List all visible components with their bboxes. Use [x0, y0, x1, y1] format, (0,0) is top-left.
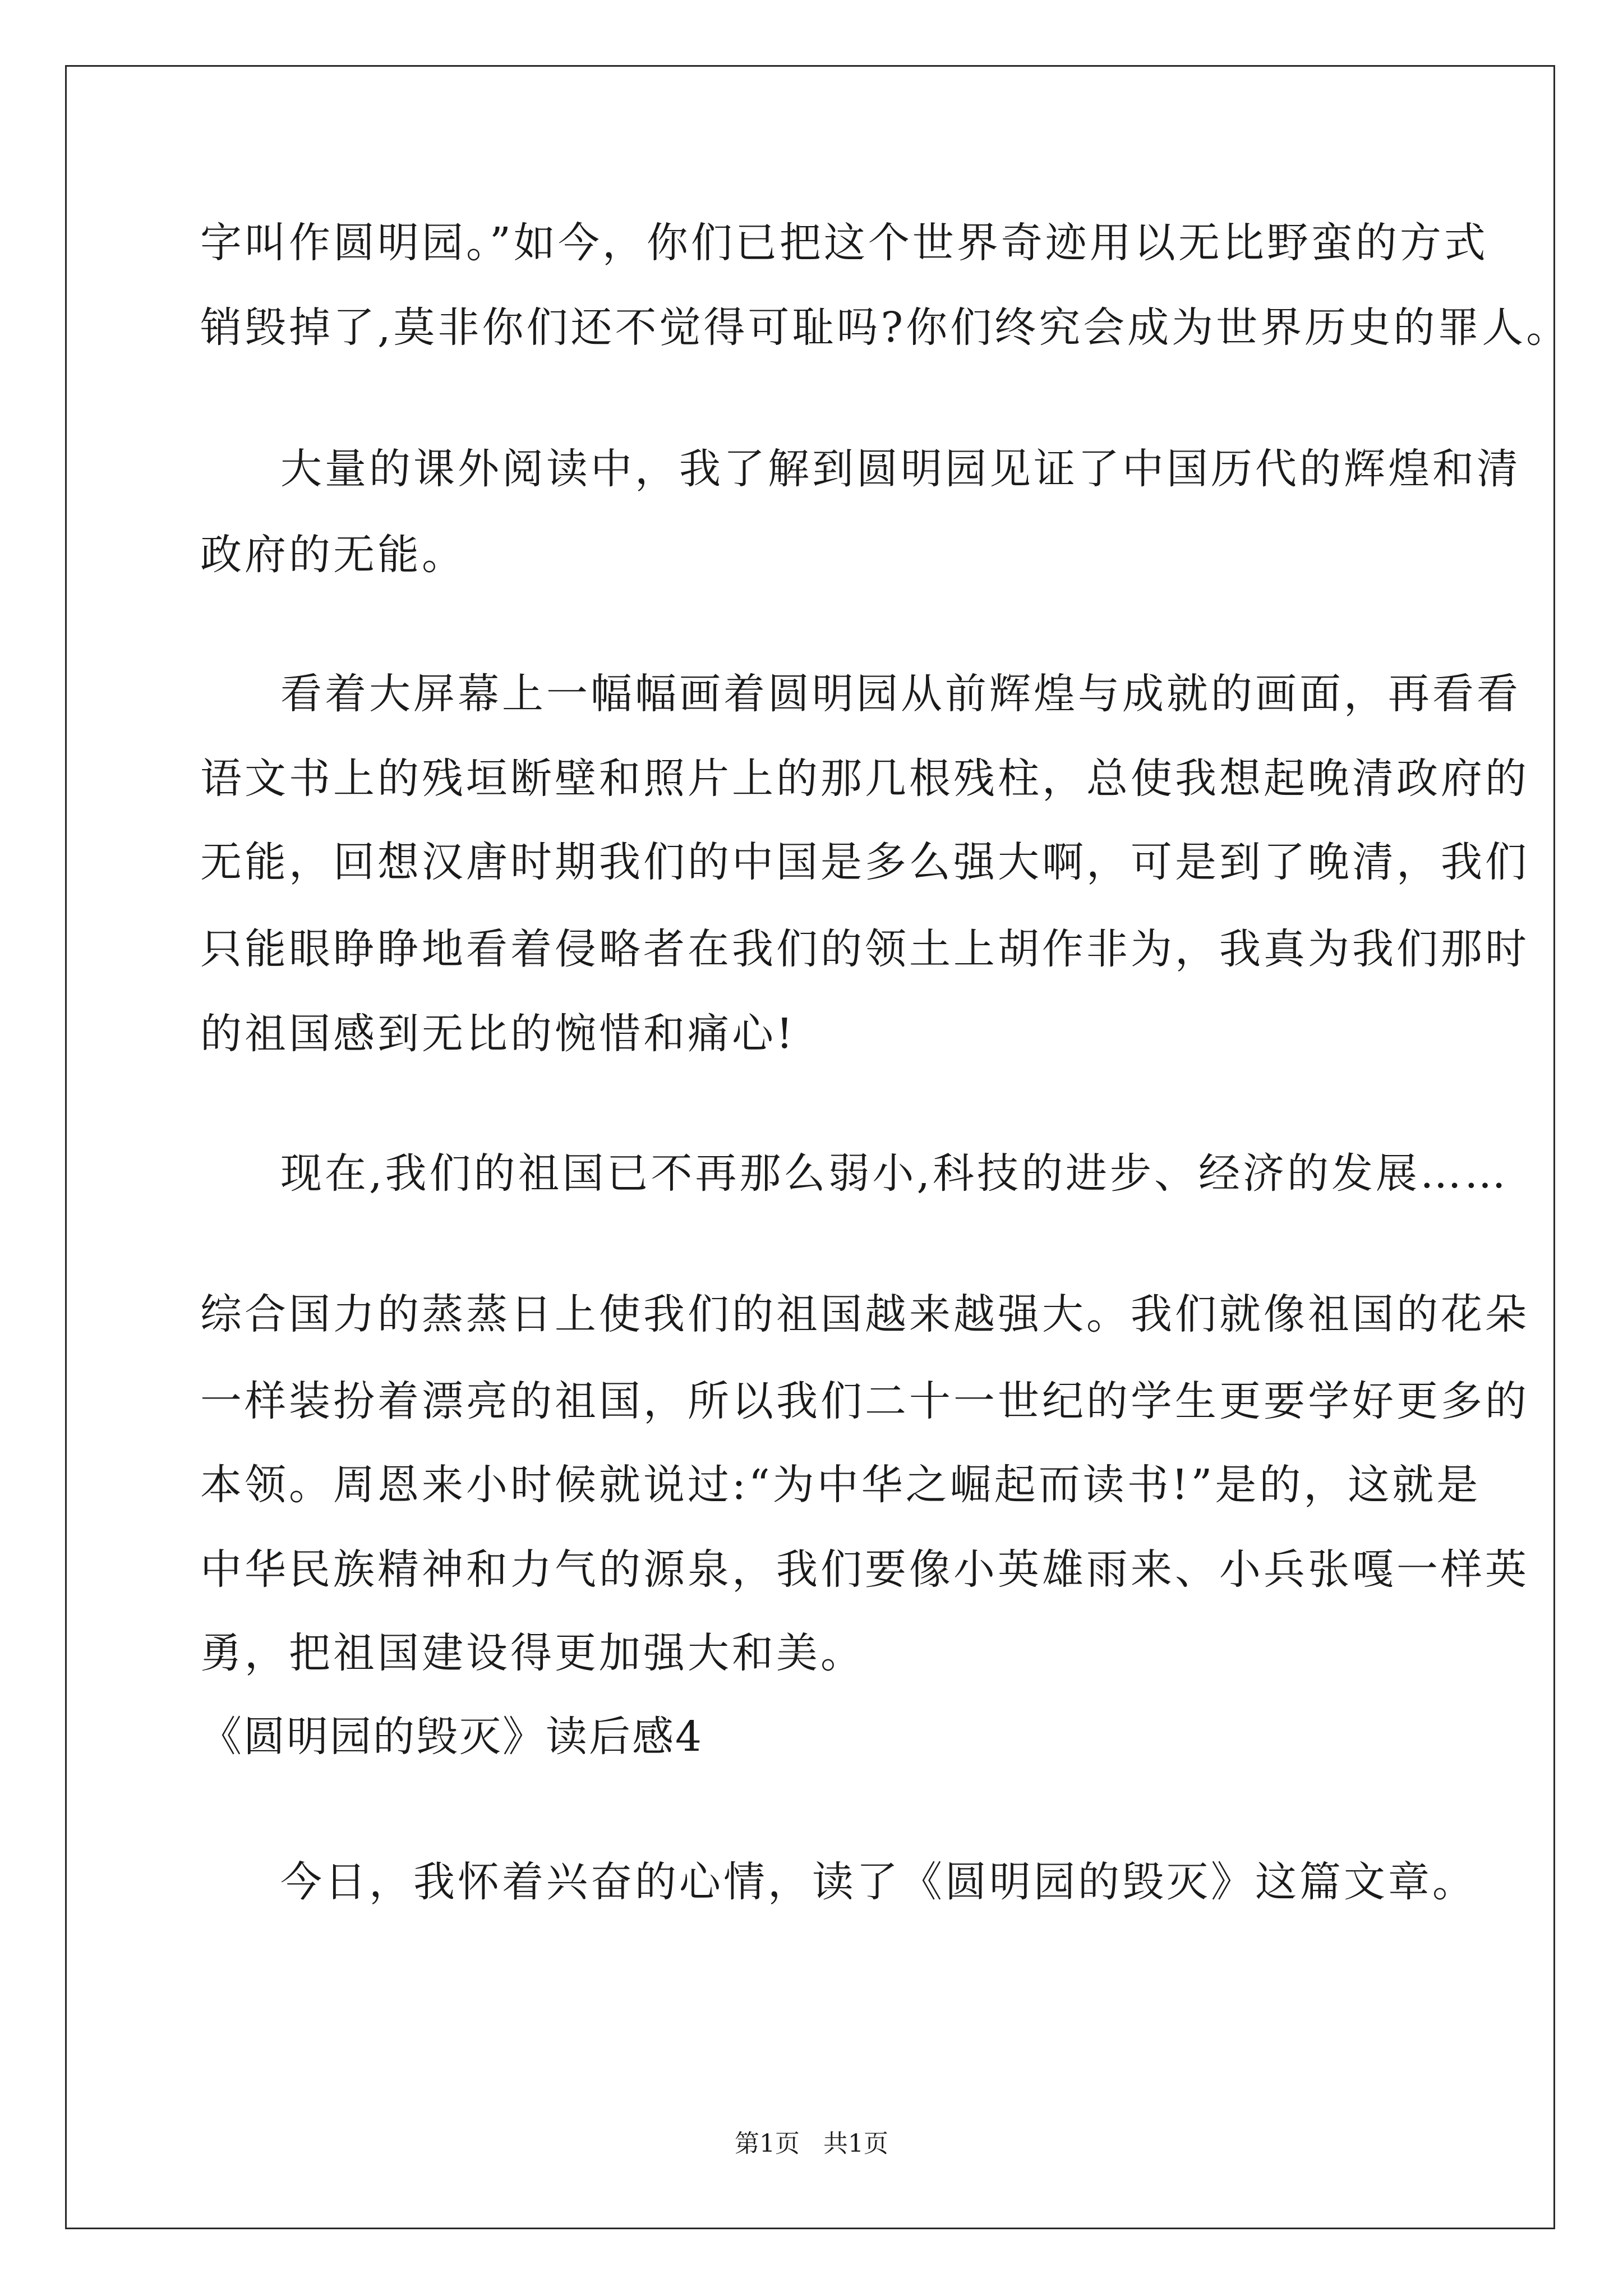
- text-line: 的祖国感到无比的惋惜和痛心!: [200, 1010, 796, 1058]
- text-line: 中华民族精神和力气的源泉，我们要像小英雄雨来、小兵张嘎一样英: [200, 1545, 1529, 1594]
- text-line: 销毁掉了,莫非你们还不觉得可耻吗?你们终究会成为世界历史的罪人。: [200, 303, 1571, 352]
- text-line: 看着大屏幕上一幅幅画着圆明园从前辉煌与成就的画面，再看看: [280, 670, 1521, 718]
- text-line: 字叫作圆明园。”如今，你们已把这个世界奇迹用以无比野蛮的方式: [200, 219, 1488, 267]
- text-line: 一样装扮着漂亮的祖国，所以我们二十一世纪的学生更要学好更多的: [200, 1377, 1529, 1425]
- text-line: 无能，回想汉唐时期我们的中国是多么强大啊，可是到了晚清，我们: [200, 838, 1529, 886]
- text-line: 大量的课外阅读中，我了解到圆明园见证了中国历代的辉煌和清: [280, 445, 1521, 493]
- text-line: 只能眼睁睁地看着侵略者在我们的领土上胡作非为，我真为我们那时: [200, 925, 1529, 973]
- text-line: 今日，我怀着兴奋的心情，读了《圆明园的毁灭》这篇文章。: [280, 1858, 1477, 1906]
- text-line: 勇，把祖国建设得更加强大和美。: [200, 1629, 865, 1677]
- page-footer: 第1页 共1页: [735, 2129, 888, 2158]
- text-line: 综合国力的蒸蒸日上使我们的祖国越来越强大。我们就像祖国的花朵: [200, 1290, 1529, 1338]
- text-line: 语文书上的残垣断壁和照片上的那几根残柱，总使我想起晚清政府的: [200, 754, 1529, 803]
- text-line: 政府的无能。: [200, 531, 466, 579]
- text-line: 本领。周恩来小时候就说过:“为中华之崛起而读书!”是的，这就是: [200, 1461, 1481, 1509]
- text-line: 现在,我们的祖国已不再那么弱小,科技的进步、经济的发展……: [280, 1149, 1509, 1198]
- section-heading: 《圆明园的毁灭》读后感4: [200, 1713, 704, 1761]
